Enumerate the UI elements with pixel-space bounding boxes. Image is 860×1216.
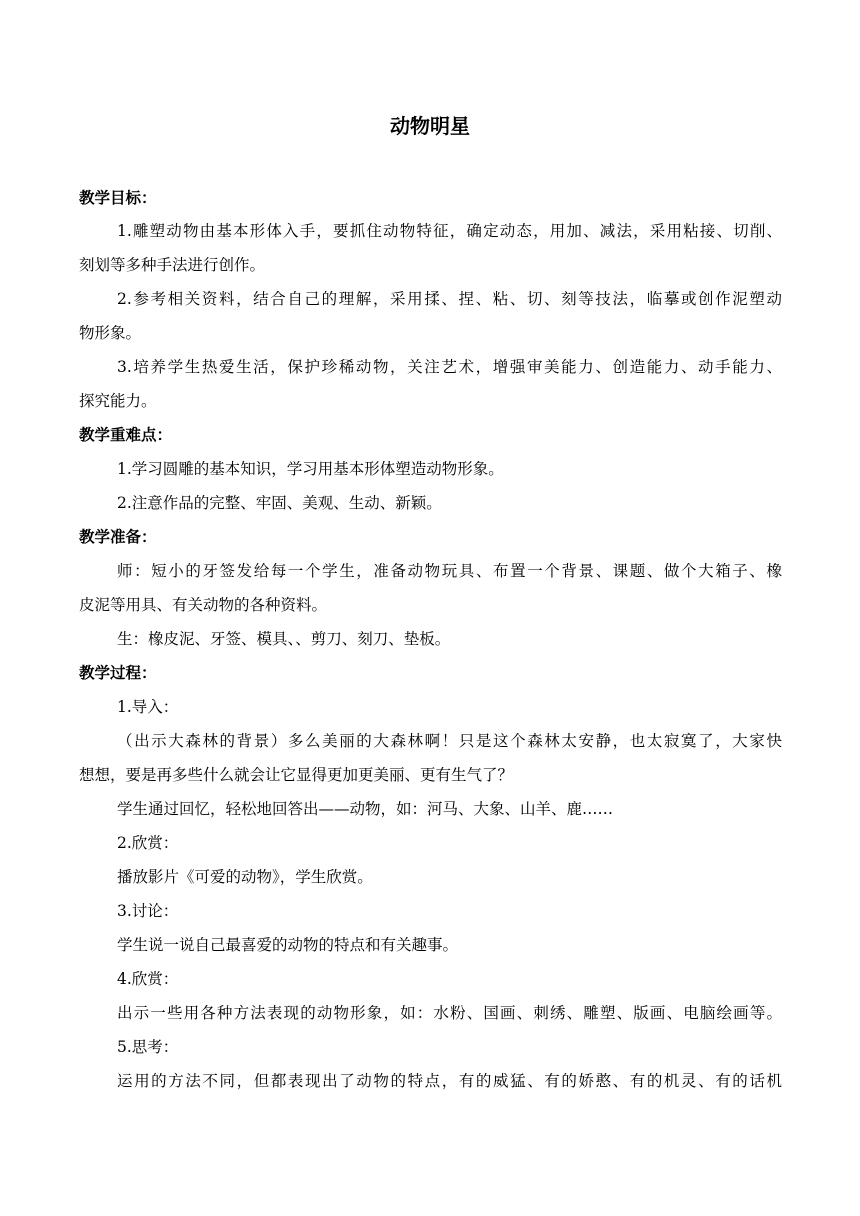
process-heading: 教学过程：: [79, 664, 157, 682]
preparation-teacher-line-2: 皮泥等用具、有关动物的各种资料。: [79, 596, 328, 614]
objective-3-line-2: 探究能力。: [79, 392, 157, 410]
key-point-2: 2.注意作品的完整、牢固、美观、生动、新颖。: [117, 494, 442, 512]
objective-2-line-2: 物形象。: [79, 324, 142, 342]
step-2-text: 播放影片《可爱的动物》，学生欣赏。: [117, 868, 373, 886]
objective-3-line-1: 3.培养学生热爱生活，保护珍稀动物，关注艺术，增强审美能力、创造能力、动手能力、: [117, 358, 782, 376]
objectives-heading: 教学目标：: [79, 189, 157, 207]
document-title: 动物明星: [390, 114, 470, 138]
preparation-student: 生：橡皮泥、牙签、模具、、剪刀、刻刀、垫板。: [117, 630, 451, 648]
key-point-1: 1.学习圆雕的基本知识，学习用基本形体塑造动物形象。: [117, 460, 504, 478]
key-points-heading: 教学重难点：: [79, 426, 173, 444]
step-3-title: 3.讨论：: [117, 902, 179, 920]
step-2-title: 2.欣赏：: [117, 834, 179, 852]
step-3-text: 学生说一说自己最喜爱的动物的特点和有关趣事。: [117, 936, 459, 954]
step-1-text-line-2: 想想，要是再多些什么就会让它显得更加更美丽、更有生气了？: [79, 766, 514, 784]
step-5-text: 运用的方法不同，但都表现出了动物的特点，有的威猛、有的娇憨、有的机灵、有的话机: [117, 1072, 782, 1090]
step-1-text-line-1: （出示大森林的背景）多么美丽的大森林啊！只是这个森林太安静，也太寂寞了，大家快: [117, 732, 782, 750]
step-5-title: 5.思考：: [117, 1038, 179, 1056]
step-4-text: 出示一些用各种方法表现的动物形象，如：水粉、国画、刺绣、雕塑、版画、电脑绘画等。: [117, 1004, 782, 1022]
preparation-heading: 教学准备：: [79, 528, 157, 546]
preparation-teacher-line-1: 师：短小的牙签发给每一个学生，准备动物玩具、布置一个背景、课题、做个大箱子、橡: [117, 562, 782, 580]
objective-1-line-1: 1.雕塑动物由基本形体入手，要抓住动物特征，确定动态，用加、减法，采用粘接、切削、: [117, 222, 782, 240]
step-1-answer: 学生通过回忆，轻松地回答出——动物，如：河马、大象、山羊、鹿……: [117, 800, 614, 818]
objective-1-line-2: 刻划等多种手法进行创作。: [79, 256, 266, 274]
objective-2-line-1: 2.参考相关资料，结合自己的理解，采用揉、捏、粘、切、刻等技法，临摹或创作泥塑动: [117, 290, 782, 308]
step-4-title: 4.欣赏：: [117, 970, 179, 988]
step-1-title: 1.导入：: [117, 698, 179, 716]
